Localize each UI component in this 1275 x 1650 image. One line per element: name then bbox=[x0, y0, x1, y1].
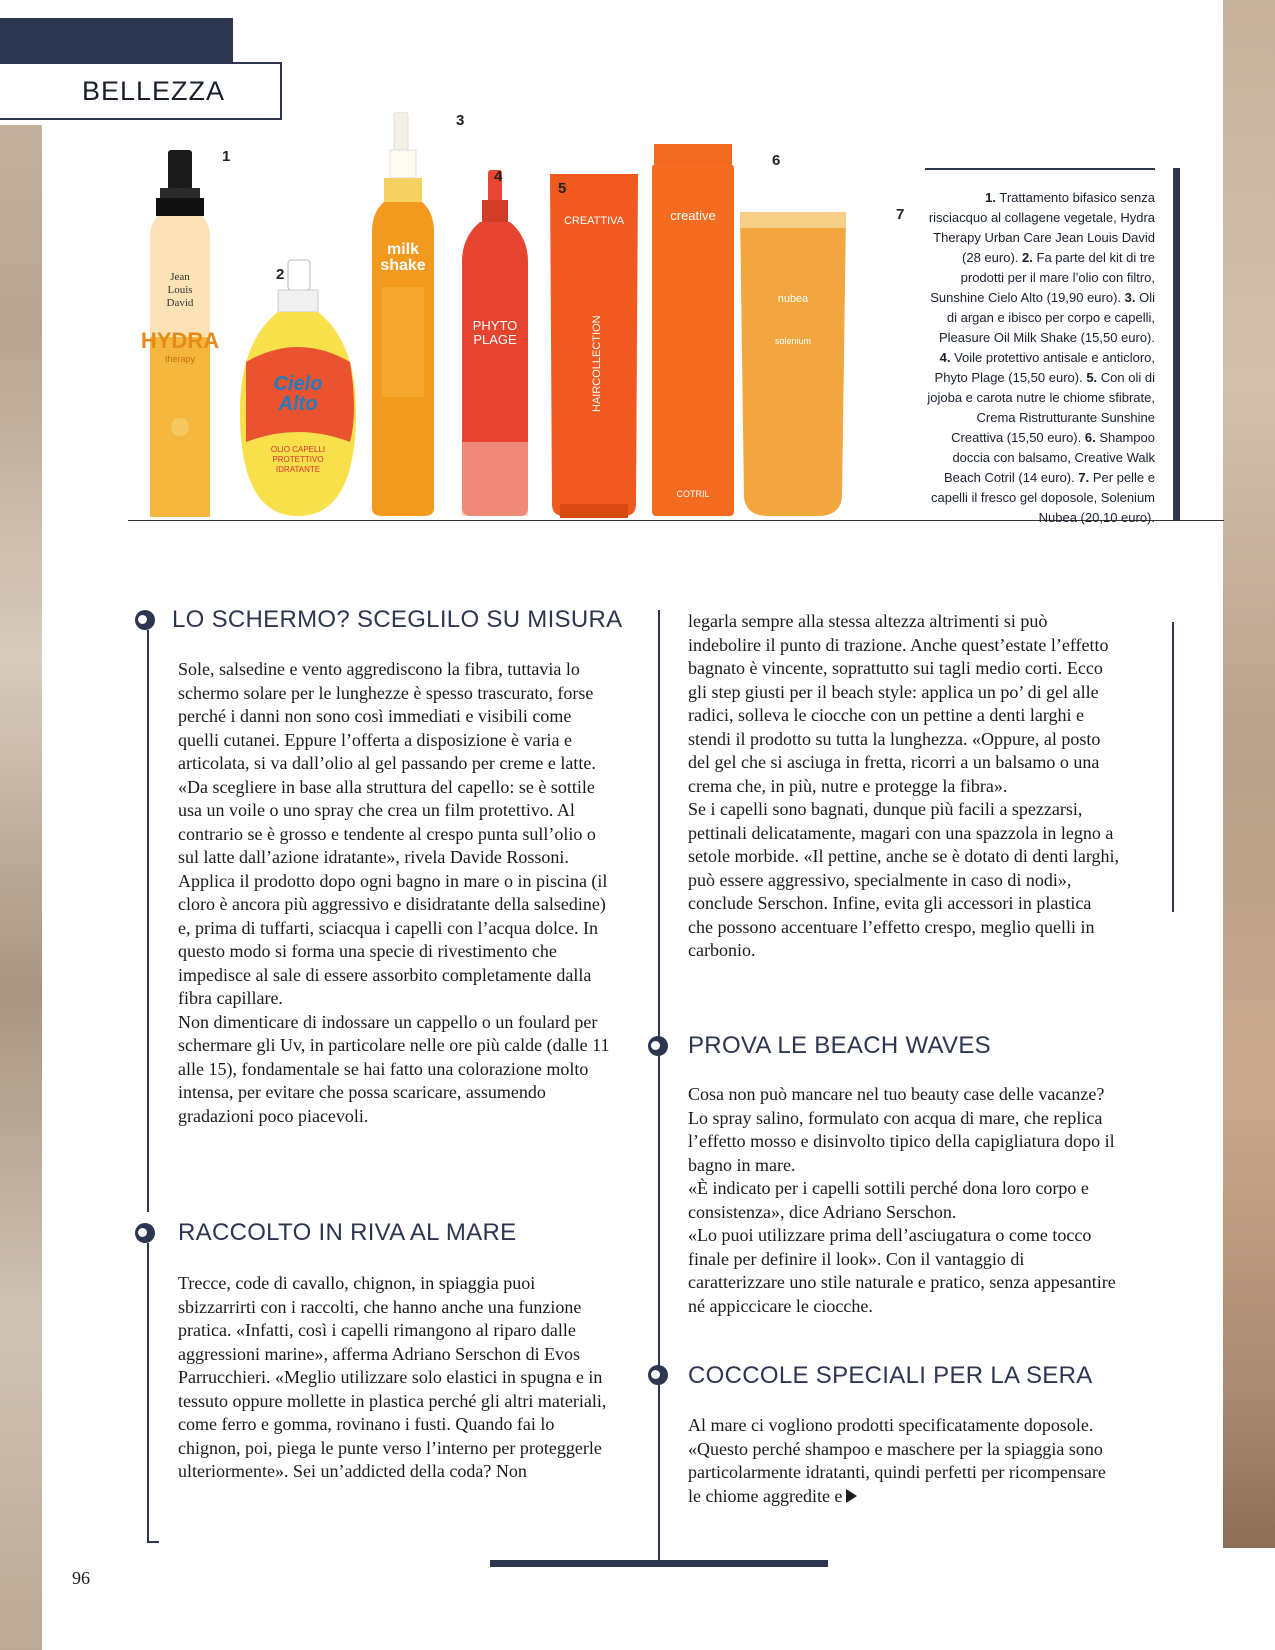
paragraph: Non dimenticare di indossare un cappello o un foulard per schermare gli Uv, in particolare nelle ore più calde (dalle 11 alle 15), fondamentale se hai fatto una colorazione molto intensa, per evitare che possa scaricare, assumendo gradazioni poco piacevoli. bbox=[178, 1011, 610, 1126]
footer-accent-bar bbox=[490, 1560, 828, 1567]
product-2-cielo-alto-bottle bbox=[240, 260, 356, 516]
svg-text:Louis: Louis bbox=[167, 284, 193, 296]
product-1-hydra-bottle bbox=[141, 150, 219, 517]
svg-text:David: David bbox=[166, 297, 194, 309]
body-text-schermo bbox=[178, 658, 614, 1128]
product-number: 5 bbox=[558, 180, 567, 197]
svg-text:OLIO CAPELLI: OLIO CAPELLI bbox=[270, 445, 326, 454]
svg-text:Cielo: Cielo bbox=[273, 373, 323, 395]
right-column-rule bbox=[1172, 622, 1174, 912]
column-rule bbox=[147, 1243, 149, 1543]
product-caption bbox=[925, 168, 1155, 525]
heading-bullet bbox=[648, 1365, 668, 1385]
column-rule-foot bbox=[147, 1541, 159, 1543]
svg-text:shake: shake bbox=[380, 257, 426, 274]
paragraph: «Da scegliere in base alla struttura del capello: se è sottile usa un voile o uno spray che crea un film protettivo. Al contrario se è grosso e tendente al crespo punta sull’olio o sul latte dall’azione idratante», rivela Davide Rossoni. Applica il prodotto dopo ogni bagno in mare o in piscina (il cloro è ancora più aggressivo e disidratante della salsedine) e, prima di tuffarti, sciacqua i capelli con l’acqua dolce. In questo modo si forma una specie di rivestimento che impedisce al sale di essere assorbito completamente dalla fibra capillare. bbox=[178, 776, 608, 1008]
svg-text:HYDRA: HYDRA bbox=[140, 328, 220, 353]
heading-coccole: COCCOLE SPECIALI PER LA SERA bbox=[688, 1362, 1093, 1389]
paragraph: Sole, salsedine e vento aggrediscono la fibra, tuttavia lo schermo solare per le lunghezze è spesso trascurato, forse perché i danni non sono così immediati e visibili come quelli cutanei. Eppure l’offerta a disposizione è varia e articolata, si va dall’olio al gel passando per creme e latte. bbox=[178, 659, 596, 773]
body-text-raccolto bbox=[178, 1272, 614, 1484]
product-number: 2 bbox=[276, 266, 285, 283]
svg-text:solenium: solenium bbox=[774, 336, 812, 346]
caption-accent-bar bbox=[1173, 168, 1180, 520]
svg-text:milk: milk bbox=[386, 241, 420, 258]
product-4-phyto-plage-bottle bbox=[462, 170, 528, 516]
paragraph: «È indicato per i capelli sottili perché dona loro corpo e consistenza», dice Adriano Serschon. bbox=[688, 1178, 1089, 1222]
paragraph: «Lo puoi utilizzare prima dell’asciugatura o come tocco finale per definire il look». Con il vantaggio di caratterizzare uno stile naturale e pratico, senza appesantire né appiccicare le ciocche. bbox=[688, 1225, 1116, 1316]
svg-text:creative: creative bbox=[670, 208, 716, 223]
svg-text:HAIRCOLLECTION: HAIRCOLLECTION bbox=[591, 315, 603, 412]
svg-text:nubea: nubea bbox=[777, 293, 809, 305]
heading-bullet bbox=[135, 1223, 155, 1243]
column-rule bbox=[147, 630, 149, 1212]
svg-text:CREATTIVA: CREATTIVA bbox=[563, 215, 625, 227]
header-accent-bar bbox=[0, 18, 233, 62]
heading-bullet bbox=[648, 1036, 668, 1056]
product-number: 6 bbox=[772, 152, 781, 169]
svg-text:therapy: therapy bbox=[164, 354, 196, 364]
paragraph: Trecce, code di cavallo, chignon, in spiaggia puoi sbizzarrirti con i raccolti, che hanno anche una funzione pratica. «Infatti, così i capelli rimangono al riparo dalle aggressioni marine», afferma Adriano Serschon di Evos Parrucchieri. «Meglio utilizzare solo elastici in spugna e in tessuto oppure mollette in plastica perché gli altri materiali, come ferro e gomma, rovinano i fusti. Quando fai lo chignon, poi, piega le punte verso l’interno per proteggerle ulteriormente». Sei un’addicted della coda? Non bbox=[178, 1273, 607, 1481]
caption-item: 3. Oli di argan e ibisco per corpo e capelli, Pleasure Oil Milk Shake (15,50 euro). bbox=[938, 290, 1155, 345]
svg-text:IDRATANTE: IDRATANTE bbox=[275, 465, 321, 474]
body-text-beach-waves bbox=[688, 1083, 1120, 1318]
background-photo-right bbox=[1223, 0, 1275, 1548]
caption-item: 7. Per pelle e capelli il fresco gel doposole, Solenium Nubea (20,10 euro). bbox=[930, 470, 1155, 525]
center-column-rule bbox=[658, 610, 660, 1560]
caption-item: 1. Trattamento bifasico senza risciacquo al collagene vegetale, Hydra Therapy Urban Care Jean Louis David (28 euro). bbox=[928, 190, 1155, 265]
product-3-milk-shake-bottle bbox=[372, 112, 434, 516]
heading-beach-waves: PROVA LE BEACH WAVES bbox=[688, 1032, 991, 1059]
product-number: 1 bbox=[222, 148, 231, 165]
svg-text:PLAGE: PLAGE bbox=[473, 332, 517, 347]
paragraph: Al mare ci vogliono prodotti specificatamente doposole. «Questo perché shampoo e maschere per la spiaggia sono particolarmente idratanti, quindi perfetti per ricompensare le chiome aggredite e bbox=[688, 1415, 1106, 1506]
product-number: 3 bbox=[456, 112, 465, 129]
product-7-solenium-nubea-tube bbox=[740, 212, 846, 516]
caption-item: 4. Voile protettivo antisale e anticloro, Phyto Plage (15,50 euro). bbox=[934, 350, 1155, 385]
background-photo-left bbox=[0, 0, 42, 1650]
body-text-coccole bbox=[688, 1414, 1120, 1508]
caption-item: 6. Shampoo doccia con balsamo, Creative Walk Beach Cotril (14 euro). bbox=[943, 430, 1155, 485]
svg-text:PHYTO: PHYTO bbox=[472, 318, 518, 333]
paragraph: Cosa non può mancare nel tuo beauty case delle vacanze? Lo spray salino, formulato con acqua di mare, che replica l’effetto mosso e disinvolto tipico della capigliatura dopo il bagno in mare. bbox=[688, 1084, 1115, 1175]
heading-raccolto: RACCOLTO IN RIVA AL MARE bbox=[178, 1219, 517, 1246]
caption-item: 5. Con oli di jojoba e carota nutre le chiome sfibrate, Crema Ristrutturante Sunshine Creattiva (15,50 euro). bbox=[927, 370, 1155, 445]
svg-text:COTRIL: COTRIL bbox=[676, 489, 710, 499]
caption-item: 2. Fa parte del kit di tre prodotti per il mare l’olio con filtro, Sunshine Cielo Alto (19,90 euro). bbox=[930, 250, 1155, 305]
product-1-brand: Jean bbox=[170, 271, 190, 283]
heading-schermo: LO SCHERMO? SCEGLILO SU MISURA bbox=[172, 606, 623, 633]
svg-text:PROTETTIVO: PROTETTIVO bbox=[272, 455, 324, 464]
product-number: 4 bbox=[494, 168, 503, 185]
paragraph: Se i capelli sono bagnati, dunque più facili a spezzarsi, pettinali delicatamente, magari con una spazzola in legno a setole morbide. «Il pettine, anche se è dotato di denti larghi, può essere aggressivo, specialmente in caso di nodi», conclude Serschon. Infine, evita gli accessori in plastica che possono accentuare l’effetto crespo, meglio quelli in carbonio. bbox=[688, 799, 1120, 960]
svg-text:Alto: Alto bbox=[278, 393, 318, 415]
continue-arrow-icon bbox=[846, 1489, 857, 1503]
section-label: BELLEZZA bbox=[82, 76, 226, 106]
paragraph: legarla sempre alla stessa altezza altrimenti si può indebolire il punto di trazione. Anche quest’estate l’effetto bagnato è vincente, soprattutto sui tagli medio corti. Ecco gli step giusti per il beach style: applica un po’ di gel alle radici, solleva le ciocche con un pettine a denti larghi e stendi il prodotto su tutta la lunghezza. «Oppure, al posto del gel che si asciuga in fretta, ricorri a un balsamo o una crema che, in più, nutre e protegge la fibra». bbox=[688, 611, 1109, 796]
product-number: 7 bbox=[896, 206, 905, 223]
product-5-creattiva-tube bbox=[550, 174, 638, 518]
heading-bullet bbox=[135, 610, 155, 630]
page-number: 96 bbox=[72, 1568, 90, 1588]
product-6-creative-cotril-bottle bbox=[652, 144, 734, 516]
body-text-continued bbox=[688, 610, 1120, 963]
